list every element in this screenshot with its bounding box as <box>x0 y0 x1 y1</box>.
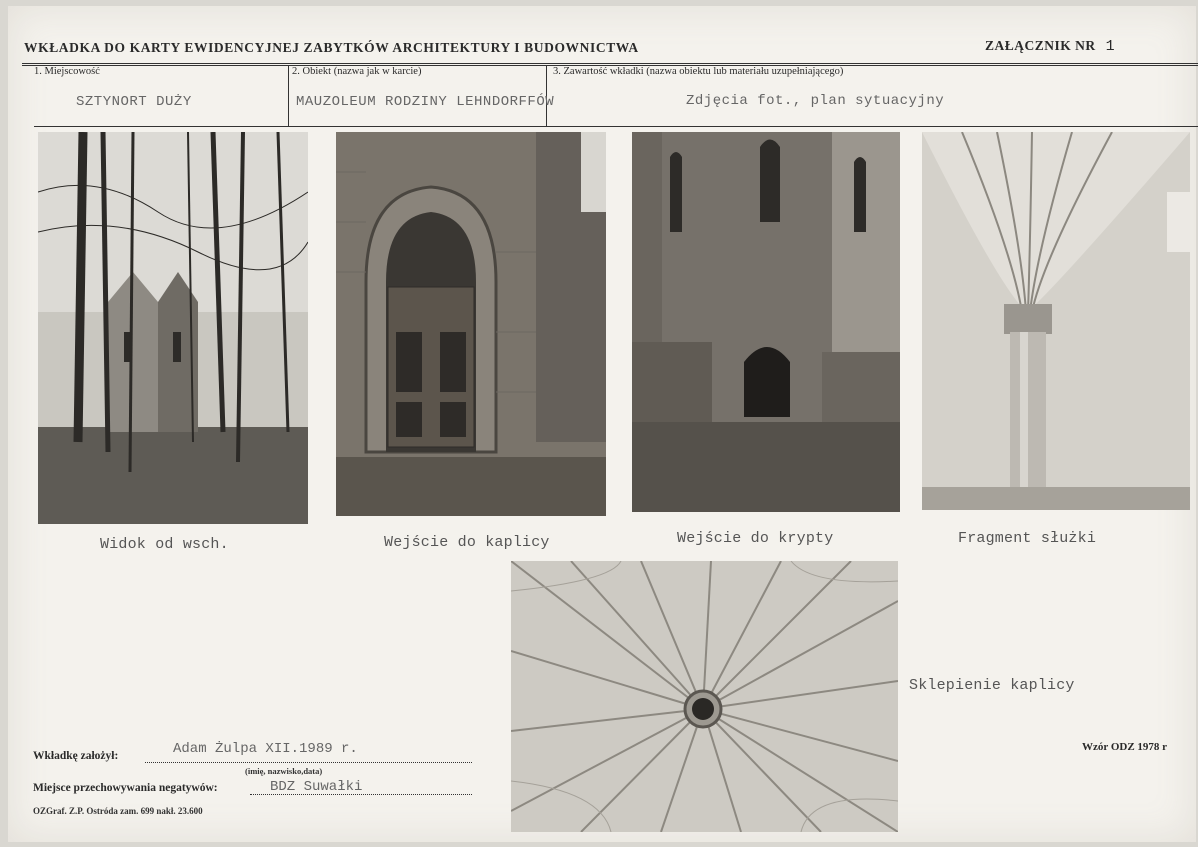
annex-number: 1 <box>1105 38 1116 55</box>
founded-underline <box>145 762 472 763</box>
locality-label: 1. Miejscowość <box>34 66 100 77</box>
contents-value: Zdjęcia fot., plan sytuacyjny <box>686 93 945 109</box>
form-template-id: Wzór ODZ 1978 r <box>1082 741 1168 753</box>
contents-label: 3. Zawartość wkładki (nazwa obiektu lub materiału uzupełniającego) <box>553 66 844 77</box>
photo-east-view <box>38 132 308 524</box>
caption-crypt-entrance: Wejście do krypty <box>677 530 834 547</box>
locality-value: SZTYNORT DUŻY <box>76 94 192 110</box>
founded-hint: (imię, nazwisko,data) <box>245 766 323 776</box>
founded-label: Wkładkę założył: <box>33 750 119 762</box>
caption-chapel-vault: Sklepienie kaplicy <box>909 677 1075 694</box>
caption-chapel-entrance: Wejście do kaplicy <box>384 534 550 551</box>
photo-crypt-entrance <box>632 132 900 512</box>
founded-value: Adam Żulpa XII.1989 r. <box>173 741 358 757</box>
storage-label: Miejsce przechowywania negatywów: <box>33 782 218 794</box>
storage-underline <box>250 794 472 795</box>
annex-label-text: ZAŁĄCZNIK NR <box>985 38 1096 53</box>
caption-east-view: Widok od wsch. <box>100 536 229 553</box>
form-title: WKŁADKA DO KARTY EWIDENCYJNEJ ZABYTKÓW ARCHITEKTURY I BUDOWNICTWA <box>24 40 639 55</box>
header-rule-top <box>22 63 1198 64</box>
annex-label <box>985 38 1115 55</box>
object-label: 2. Obiekt (nazwa jak w karcie) <box>292 66 422 77</box>
photo-chapel-vault <box>511 561 898 832</box>
photo-shaft-fragment <box>922 132 1190 510</box>
storage-value: BDZ Suwałki <box>270 779 363 795</box>
caption-shaft-fragment: Fragment służki <box>958 530 1097 547</box>
photo-chapel-entrance <box>336 132 606 516</box>
printer-info: OZGraf. Z.P. Ostróda zam. 699 nakł. 23.600 <box>33 806 203 816</box>
object-value: MAUZOLEUM RODZINY LEHNDORFFÓW <box>296 94 555 110</box>
header-rule-bottom <box>34 126 1198 127</box>
field-divider-1 <box>288 66 289 126</box>
